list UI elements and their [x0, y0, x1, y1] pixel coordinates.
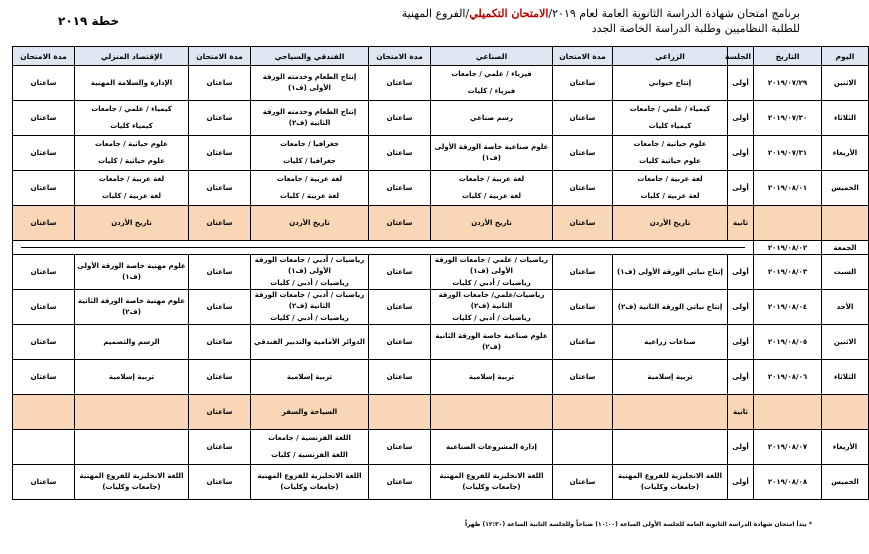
cell-line: لغة عربية / جامعات — [276, 175, 343, 183]
agri-subject-cell — [613, 325, 728, 360]
date-cell: ٢٠١٩/٠٨/٠٨ — [754, 465, 822, 500]
industrial-subject-cell — [431, 465, 553, 500]
duration-cell: ساعتان — [189, 136, 251, 171]
session-cell: ثانية — [728, 395, 754, 430]
duration-cell: ساعتان — [13, 325, 75, 360]
agri-subject-cell — [613, 66, 728, 101]
industrial-subject-cell — [431, 255, 553, 290]
home-econ-subject-cell — [75, 465, 189, 500]
table-row — [13, 241, 869, 255]
cell-line: رياضيات / أدبي / كليات — [270, 313, 349, 322]
table-row — [13, 66, 869, 101]
duration-cell: ساعتان — [369, 290, 431, 325]
session-cell: أولى — [728, 255, 754, 290]
home-econ-subject-cell — [75, 66, 189, 101]
table-header-row — [13, 47, 869, 66]
duration-cell: ساعتان — [13, 255, 75, 290]
title-highlight: الامتحان التكميلي — [469, 7, 549, 20]
date-cell: ٢٠١٩/٠٧/٣٠ — [754, 101, 822, 136]
duration-cell: ساعتان — [553, 290, 613, 325]
duration-cell — [369, 395, 431, 430]
duration-cell: ساعتان — [369, 206, 431, 241]
duration-cell: ساعتان — [369, 171, 431, 206]
table-row — [13, 255, 869, 290]
cell-line: علوم حياتية / جامعات — [95, 140, 168, 148]
cell-line: علوم مهنية خاصة الورقة الأولى (ف١) — [77, 262, 186, 281]
date-cell: ٢٠١٩/٠٨/٠١ — [754, 171, 822, 206]
cell-line: رسم صناعي — [470, 113, 513, 122]
session-cell: أولى — [728, 171, 754, 206]
cell-line: رياضيات / أدبي / كليات — [452, 278, 531, 287]
duration-cell: ساعتان — [13, 360, 75, 395]
day-cell — [822, 206, 869, 241]
cell-line: رياضيات/علمي/ جامعات الورقة الثانية (ف٢) — [438, 291, 545, 311]
column-header: اليوم — [822, 47, 869, 66]
duration-cell: ساعتان — [553, 255, 613, 290]
cell-line: لغة عربية / جامعات — [637, 175, 703, 183]
home-econ-subject-cell — [75, 325, 189, 360]
date-cell — [754, 206, 822, 241]
duration-cell: ساعتان — [369, 101, 431, 136]
day-cell: الثلاثاء — [822, 101, 869, 136]
cell-line: الدوائر الأمامية والتدبير الفندقي — [254, 337, 365, 346]
hotel-subject-cell — [251, 171, 369, 206]
table-row — [13, 360, 869, 395]
hotel-subject-cell — [251, 101, 369, 136]
cell-line: اللغة الفرنسية / جامعات — [268, 434, 351, 442]
duration-cell: ساعتان — [189, 430, 251, 465]
duration-cell: ساعتان — [369, 325, 431, 360]
table-body — [13, 66, 869, 500]
cell-line: لغة عربية / كليات — [279, 192, 339, 200]
industrial-subject-cell — [431, 290, 553, 325]
title-line-2: للطلبة النظاميين وطلبة الدراسة الخاصة الجدد — [591, 22, 800, 35]
day-cell: الثلاثاء — [822, 360, 869, 395]
duration-cell: ساعتان — [553, 171, 613, 206]
session-cell: أولى — [728, 325, 754, 360]
day-cell: السبت — [822, 255, 869, 290]
agri-subject-cell — [613, 255, 728, 290]
hotel-subject-cell — [251, 136, 369, 171]
cell-line: إدارة المشروعات الصناعية — [446, 442, 537, 451]
hotel-subject-cell — [251, 360, 369, 395]
title-prefix: برنامج امتحان شهادة الدراسة الثانوية العامة لعام ٢٠١٩/ — [548, 7, 800, 20]
cell-line: تربية إسلامية — [468, 372, 515, 381]
document-title — [160, 6, 800, 36]
title-line-1 — [160, 6, 800, 21]
session-cell: أولى — [728, 360, 754, 395]
agri-subject-cell — [613, 360, 728, 395]
duration-cell: ساعتان — [189, 255, 251, 290]
cell-line: فيزياء / كليات — [467, 87, 516, 95]
home-econ-subject-cell — [75, 360, 189, 395]
duration-cell: ساعتان — [369, 66, 431, 101]
column-header: الإقتصاد المنزلي — [75, 47, 189, 66]
duration-cell: ساعتان — [553, 465, 613, 500]
cell-line: لغة عربية / كليات — [640, 192, 700, 200]
date-cell: ٢٠١٩/٠٨/٠٤ — [754, 290, 822, 325]
duration-cell: ساعتان — [369, 255, 431, 290]
plan-label: خطة ٢٠١٩ — [58, 14, 120, 28]
table-row — [13, 430, 869, 465]
duration-cell: ساعتان — [369, 465, 431, 500]
cell-line: إنتاج الطعام وخدمته الورقة الثانية (ف٢) — [262, 108, 357, 127]
column-header: مدة الامتحان — [189, 47, 251, 66]
hotel-subject-cell — [251, 395, 369, 430]
duration-cell: ساعتان — [553, 101, 613, 136]
industrial-subject-cell — [431, 101, 553, 136]
column-header: الصناعي — [431, 47, 553, 66]
cell-line: إنتاج نباتي الورقة الأولى (ف١) — [617, 267, 723, 276]
cell-line: اللغة الانجليزية للفروع المهنية (جامعات وكليات) — [618, 472, 722, 491]
table-row — [13, 325, 869, 360]
industrial-subject-cell — [431, 136, 553, 171]
title-suffix: /الفروع المهنية — [401, 7, 470, 20]
cell-line: كيمياء كليات — [648, 122, 692, 130]
agri-subject-cell — [613, 465, 728, 500]
column-header: الفندقي والسياحي — [251, 47, 369, 66]
industrial-subject-cell — [431, 206, 553, 241]
duration-cell: ساعتان — [369, 430, 431, 465]
hotel-subject-cell — [251, 465, 369, 500]
day-cell: الاثنين — [822, 66, 869, 101]
duration-cell: ساعتان — [13, 171, 75, 206]
cell-line: لغة عربية / جامعات — [98, 175, 165, 183]
cell-line: جغرافيا / كليات — [283, 157, 336, 165]
date-cell: ٢٠١٩/٠٨/٠٥ — [754, 325, 822, 360]
cell-line: رياضيات / أدبي / كليات — [270, 278, 349, 287]
table-row — [13, 136, 869, 171]
cell-line: كيمياء / علمي / جامعات — [629, 105, 711, 113]
duration-cell: ساعتان — [369, 136, 431, 171]
hotel-subject-cell — [251, 206, 369, 241]
duration-cell: ساعتان — [13, 206, 75, 241]
cell-line: كيمياء / علمي / جامعات — [91, 105, 172, 113]
hotel-subject-cell — [251, 66, 369, 101]
day-cell: الاثنين — [822, 325, 869, 360]
column-header: التاريخ — [754, 47, 822, 66]
cell-line: علوم حياتية / كليات — [98, 157, 165, 165]
agri-subject-cell — [613, 430, 728, 465]
home-econ-subject-cell — [75, 101, 189, 136]
cell-line: علوم صناعية خاصة الورقة الثانية (ف٢) — [435, 332, 548, 351]
session-cell: أولى — [728, 136, 754, 171]
duration-cell: ساعتان — [189, 101, 251, 136]
column-header: مدة الامتحان — [369, 47, 431, 66]
cell-line: الرسم والتصميم — [103, 337, 160, 346]
session-cell: أولى — [728, 290, 754, 325]
cell-line: لغة عربية / جامعات — [458, 175, 525, 183]
duration-cell: ساعتان — [553, 325, 613, 360]
duration-cell: ساعتان — [369, 360, 431, 395]
duration-cell: ساعتان — [13, 136, 75, 171]
home-econ-subject-cell — [75, 171, 189, 206]
column-header: الزراعي — [613, 47, 728, 66]
industrial-subject-cell — [431, 360, 553, 395]
industrial-subject-cell — [431, 325, 553, 360]
cell-line: إنتاج حيواني — [648, 78, 692, 87]
date-cell: ٢٠١٩/٠٨/٠٣ — [754, 255, 822, 290]
day-cell: الأربعاء — [822, 136, 869, 171]
cell-line: تربية إسلامية — [647, 372, 693, 381]
cell-line: إنتاج نباتي الورقة الثانية (ف٢) — [617, 302, 723, 311]
cell-line: رياضيات / أدبي / كليات — [452, 313, 531, 322]
session-cell: أولى — [728, 66, 754, 101]
cell-line: اللغة الانجليزية للفروع المهنية (جامعات وكليات) — [439, 472, 544, 491]
table-row — [13, 395, 869, 430]
day-cell: الأربعاء — [822, 430, 869, 465]
footnote: * يبدأ امتحان شهادة الدراسة الثانوية العامة للجلسة الأولى الساعة (١٠:٠٠) صباحاً وللجلسة الثانية الساعة (١٢:٣٠) ظهراً — [465, 521, 812, 528]
cell-line: جغرافيا / جامعات — [280, 140, 339, 148]
day-cell: الخميس — [822, 465, 869, 500]
cell-line: تاريخ الأردن — [649, 218, 691, 227]
agri-subject-cell — [613, 395, 728, 430]
column-header: مدة الامتحان — [13, 47, 75, 66]
duration-cell: ساعتان — [189, 66, 251, 101]
duration-cell: ساعتان — [553, 66, 613, 101]
cell-line: تربية إسلامية — [286, 372, 333, 381]
cell-line: فيزياء / علمي / جامعات — [451, 70, 532, 78]
session-cell: أولى — [728, 101, 754, 136]
session-cell: أولى — [728, 465, 754, 500]
duration-cell — [13, 430, 75, 465]
cell-line: صناعات زراعية — [644, 337, 696, 346]
cell-line: تربية إسلامية — [108, 372, 155, 381]
day-cell: الخميس — [822, 171, 869, 206]
hotel-subject-cell — [251, 325, 369, 360]
no-exam-cell — [13, 241, 754, 255]
cell-line: اللغة الفرنسية / كليات — [271, 451, 348, 459]
hotel-subject-cell — [251, 430, 369, 465]
table-row — [13, 206, 869, 241]
exam-schedule-table — [12, 46, 869, 500]
agri-subject-cell — [613, 101, 728, 136]
duration-cell: ساعتان — [13, 66, 75, 101]
cell-line: رياضيات / أدبي / جامعات الورقة الثانية (ف٢) — [254, 291, 365, 311]
cell-line: الإدارة والسلامة المهنية — [90, 78, 173, 87]
cell-line: اللغة الانجليزية للفروع المهنية (جامعات وكليات) — [257, 472, 362, 491]
industrial-subject-cell — [431, 171, 553, 206]
cell-line: رياضيات / علمي / جامعات الورقة الأولى (ف١) — [434, 256, 549, 276]
duration-cell: ساعتان — [189, 171, 251, 206]
duration-cell: ساعتان — [13, 465, 75, 500]
table-row — [13, 171, 869, 206]
hotel-subject-cell — [251, 290, 369, 325]
duration-cell: ساعتان — [189, 290, 251, 325]
home-econ-subject-cell — [75, 430, 189, 465]
cell-line: علوم صناعية خاصة الورقة الأولى (ف١) — [434, 143, 549, 162]
cell-line: اللغة الانجليزية للفروع المهنية (جامعات وكليات) — [79, 472, 184, 491]
agri-subject-cell — [613, 136, 728, 171]
cell-line: تاريخ الأردن — [289, 218, 330, 227]
day-cell: الجمعة — [822, 241, 869, 255]
column-header: الجلسة — [728, 47, 754, 66]
cell-line: علوم حياتية / جامعات — [633, 140, 707, 148]
table-row — [13, 290, 869, 325]
cell-line: علوم حياتية كليات — [639, 157, 701, 165]
cell-line: السياحة والسفر — [281, 407, 338, 416]
duration-cell: ساعتان — [553, 360, 613, 395]
home-econ-subject-cell — [75, 290, 189, 325]
date-cell: ٢٠١٩/٠٨/٠٦ — [754, 360, 822, 395]
column-header: مدة الامتحان — [553, 47, 613, 66]
session-cell: أولى — [728, 430, 754, 465]
home-econ-subject-cell — [75, 395, 189, 430]
agri-subject-cell — [613, 171, 728, 206]
cell-line: لغة عربية / كليات — [101, 192, 161, 200]
cell-line: إنتاج الطعام وخدمته الورقة الأولى (ف١) — [262, 73, 357, 92]
date-cell — [754, 395, 822, 430]
duration-cell: ساعتان — [189, 206, 251, 241]
duration-cell — [553, 395, 613, 430]
date-cell: ٢٠١٩/٠٧/٣١ — [754, 136, 822, 171]
duration-cell: ساعتان — [13, 290, 75, 325]
cell-line: لغة عربية / كليات — [461, 192, 521, 200]
cell-line: علوم مهنية خاصة الورقة الثانية (ف٢) — [77, 297, 186, 316]
duration-cell: ساعتان — [189, 325, 251, 360]
hotel-subject-cell — [251, 255, 369, 290]
home-econ-subject-cell — [75, 136, 189, 171]
cell-line: كيمياء كليات — [110, 122, 153, 130]
day-cell: الأحد — [822, 290, 869, 325]
duration-cell: ساعتان — [189, 395, 251, 430]
date-cell: ٢٠١٩/٠٨/٠٢ — [754, 241, 822, 255]
cell-line: تاريخ الأردن — [111, 218, 152, 227]
agri-subject-cell — [613, 206, 728, 241]
industrial-subject-cell — [431, 395, 553, 430]
duration-cell: ساعتان — [13, 101, 75, 136]
table-row — [13, 101, 869, 136]
agri-subject-cell — [613, 290, 728, 325]
day-cell — [822, 395, 869, 430]
industrial-subject-cell — [431, 66, 553, 101]
cell-line: تاريخ الأردن — [471, 218, 512, 227]
duration-cell — [13, 395, 75, 430]
industrial-subject-cell — [431, 430, 553, 465]
session-cell: ثانية — [728, 206, 754, 241]
date-cell: ٢٠١٩/٠٨/٠٧ — [754, 430, 822, 465]
duration-cell: ساعتان — [553, 206, 613, 241]
home-econ-subject-cell — [75, 206, 189, 241]
divider-line — [21, 247, 745, 248]
duration-cell: ساعتان — [189, 360, 251, 395]
date-cell: ٢٠١٩/٠٧/٢٩ — [754, 66, 822, 101]
duration-cell: ساعتان — [553, 136, 613, 171]
duration-cell: ساعتان — [189, 465, 251, 500]
duration-cell — [553, 430, 613, 465]
home-econ-subject-cell — [75, 255, 189, 290]
table-row — [13, 465, 869, 500]
cell-line: رياضيات / أدبي / جامعات الورقة الأولى (ف١) — [254, 256, 365, 276]
